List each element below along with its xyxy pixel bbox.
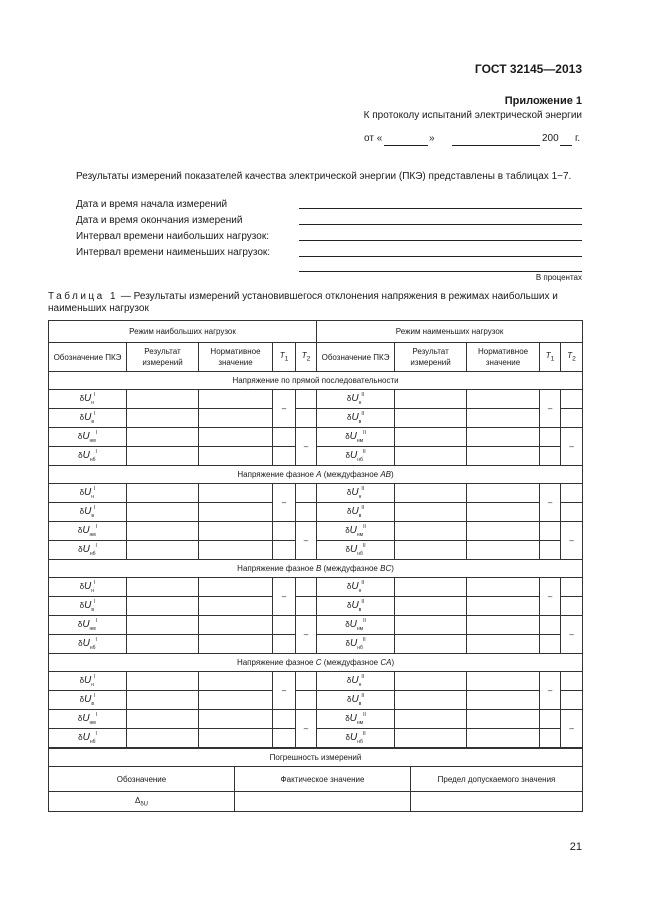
pke-symbol: $\delta U_в^{II}$ (317, 691, 395, 710)
table-row (49, 409, 583, 428)
norm-cell-min[interactable] (467, 691, 540, 710)
t1-cell[interactable] (273, 616, 296, 635)
t1-cell-min[interactable] (540, 541, 561, 560)
table-row (49, 691, 583, 710)
table-row (49, 522, 583, 541)
t1-cell-min[interactable] (540, 447, 561, 466)
t1-cell[interactable] (273, 447, 296, 466)
error-title: Погрешность измерений (49, 749, 583, 767)
pke-symbol: $\delta U_в^{II}$ (317, 409, 395, 428)
intro-text: Результаты измерений показателей качества электрической энергии (ПКЭ) представлены в таблицах 1−7. (76, 171, 572, 182)
norm-cell-min[interactable] (467, 616, 540, 635)
pke-symbol: $\delta U_{нб}^I$ (49, 541, 127, 560)
dash-cell: – (296, 522, 317, 560)
field-label-min-interval: Интервал времени наименьших нагрузок: (76, 247, 271, 258)
col-norm: Нормативное значение (199, 343, 273, 372)
t1-cell-min[interactable] (540, 522, 561, 541)
norm-cell[interactable] (199, 578, 273, 597)
field-label-max-interval: Интервал времени наибольших нагрузок: (76, 231, 269, 242)
table-row (49, 616, 583, 635)
result-cell-min[interactable] (395, 710, 467, 729)
result-cell[interactable] (127, 409, 199, 428)
col-designation: Обозначение ПКЭ (49, 343, 127, 372)
table-row (49, 428, 583, 447)
result-cell-min[interactable] (395, 672, 467, 691)
mode-max-header: Режим наибольших нагрузок (49, 321, 317, 343)
error-col-limit: Предел допускаемого значения (411, 767, 583, 792)
dash-cell: – (296, 616, 317, 654)
t2-cell-min[interactable] (561, 691, 583, 710)
norm-cell-min[interactable] (467, 428, 540, 447)
norm-cell-min[interactable] (467, 635, 540, 654)
result-cell-min[interactable] (395, 503, 467, 522)
field-line-end (299, 224, 582, 225)
field-line-max-interval (299, 240, 582, 241)
pke-symbol: $\delta U_в^{II}$ (317, 503, 395, 522)
t1-cell[interactable] (273, 428, 296, 447)
norm-cell-min[interactable] (467, 672, 540, 691)
norm-cell-min[interactable] (467, 710, 540, 729)
pke-symbol: $\delta U_н^I$ (49, 484, 127, 503)
field-label-end: Дата и время окончания измерений (76, 215, 243, 226)
field-line-start (299, 208, 582, 209)
section-title: Напряжение фазное A (междуфазное AB) (49, 466, 583, 484)
t2-cell[interactable] (296, 390, 317, 409)
table-row (49, 390, 583, 409)
t2-cell[interactable] (296, 409, 317, 428)
result-cell[interactable] (127, 447, 199, 466)
table-row (49, 503, 583, 522)
table-caption-text: — Результаты измерений установившегося отклонения напряжения в режимах наибольших и наименьших нагрузок (48, 291, 558, 314)
norm-cell[interactable] (199, 672, 273, 691)
field-label-start: Дата и время начала измерений (76, 199, 228, 210)
percent-note: В процентах (535, 273, 582, 282)
norm-cell-min[interactable] (467, 447, 540, 466)
dash-cell: – (540, 578, 561, 616)
norm-cell[interactable] (199, 635, 273, 654)
table-row (49, 484, 583, 503)
col-result-min: Результат измерений (395, 343, 467, 372)
t2-cell[interactable] (296, 484, 317, 503)
pke-symbol: $\delta U_{нб}^{II}$ (317, 729, 395, 748)
dash-cell: – (561, 616, 583, 654)
result-cell[interactable] (127, 597, 199, 616)
norm-cell-min[interactable] (467, 578, 540, 597)
t2-cell-min[interactable] (561, 597, 583, 616)
result-cell[interactable] (127, 522, 199, 541)
pke-symbol: $\delta U_в^I$ (49, 409, 127, 428)
result-cell-min[interactable] (395, 390, 467, 409)
result-cell[interactable] (127, 616, 199, 635)
error-limit-value[interactable] (411, 792, 583, 812)
norm-cell[interactable] (199, 522, 273, 541)
t1-cell-min[interactable] (540, 428, 561, 447)
pke-symbol: $\delta U_{нм}^{II}$ (317, 616, 395, 635)
pke-symbol: $\delta U_{нб}^{II}$ (317, 635, 395, 654)
result-cell[interactable] (127, 503, 199, 522)
dash-cell: – (561, 710, 583, 748)
result-cell-min[interactable] (395, 522, 467, 541)
table-caption-label: Таблица 1 (48, 291, 119, 302)
result-cell-min[interactable] (395, 409, 467, 428)
pke-symbol: $\delta U_в^I$ (49, 597, 127, 616)
result-cell[interactable] (127, 390, 199, 409)
col-t1-min: $T_1$ (540, 343, 561, 372)
t2-cell[interactable] (296, 691, 317, 710)
norm-cell[interactable] (199, 428, 273, 447)
pke-symbol: $\delta U_{нб}^I$ (49, 729, 127, 748)
error-symbol: $\Delta_{\delta U}$ (49, 792, 235, 812)
pke-symbol: $\delta U_н^{II}$ (317, 578, 395, 597)
pke-symbol: $\delta U_н^I$ (49, 578, 127, 597)
t2-cell-min[interactable] (561, 484, 583, 503)
col-result: Результат измерений (127, 343, 199, 372)
dash-cell: – (540, 390, 561, 428)
error-col-designation: Обозначение (49, 767, 235, 792)
pke-symbol: $\delta U_н^I$ (49, 672, 127, 691)
norm-cell[interactable] (199, 616, 273, 635)
result-cell[interactable] (127, 635, 199, 654)
result-cell[interactable] (127, 428, 199, 447)
table-caption (48, 291, 588, 315)
t2-cell[interactable] (296, 597, 317, 616)
dash-cell: – (273, 578, 296, 616)
pke-symbol: $\delta U_н^{II}$ (317, 672, 395, 691)
result-cell-min[interactable] (395, 691, 467, 710)
t1-cell-min[interactable] (540, 635, 561, 654)
col-designation-min: Обозначение ПКЭ (317, 343, 395, 372)
error-table (48, 748, 583, 812)
norm-cell-min[interactable] (467, 522, 540, 541)
pke-symbol: $\delta U_{нм}^{II}$ (317, 522, 395, 541)
result-cell-min[interactable] (395, 447, 467, 466)
t1-cell-min[interactable] (540, 729, 561, 748)
t1-cell[interactable] (273, 541, 296, 560)
result-cell[interactable] (127, 729, 199, 748)
t1-cell[interactable] (273, 635, 296, 654)
dash-cell: – (540, 484, 561, 522)
norm-cell[interactable] (199, 541, 273, 560)
norm-cell[interactable] (199, 729, 273, 748)
t2-cell[interactable] (296, 503, 317, 522)
dash-cell: – (273, 672, 296, 710)
dash-cell: – (296, 710, 317, 748)
dash-cell: – (561, 522, 583, 560)
t1-cell[interactable] (273, 710, 296, 729)
pke-symbol: $\delta U_н^{II}$ (317, 390, 395, 409)
norm-cell-min[interactable] (467, 597, 540, 616)
norm-cell[interactable] (199, 484, 273, 503)
table-row (49, 597, 583, 616)
norm-cell[interactable] (199, 409, 273, 428)
pke-symbol: $\delta U_{нб}^I$ (49, 635, 127, 654)
pke-symbol: $\delta U_{нм}^I$ (49, 428, 127, 447)
result-cell-min[interactable] (395, 578, 467, 597)
norm-cell-min[interactable] (467, 541, 540, 560)
t2-cell[interactable] (296, 578, 317, 597)
pke-symbol: $\delta U_в^{II}$ (317, 597, 395, 616)
col-t2: $T_2$ (296, 343, 317, 372)
t1-cell[interactable] (273, 522, 296, 541)
result-cell[interactable] (127, 541, 199, 560)
field-line-extra (299, 271, 582, 272)
date-year-line (560, 145, 572, 146)
section-title: Напряжение фазное C (междуфазное CA) (49, 654, 583, 672)
error-col-actual: Фактическое значение (235, 767, 411, 792)
result-cell[interactable] (127, 578, 199, 597)
norm-cell[interactable] (199, 710, 273, 729)
page-number: 21 (569, 841, 582, 853)
col-norm-min: Нормативное значение (467, 343, 540, 372)
result-cell-min[interactable] (395, 729, 467, 748)
norm-cell-min[interactable] (467, 484, 540, 503)
dash-cell: – (296, 428, 317, 466)
field-line-min-interval (299, 256, 582, 257)
appendix-subtitle: К протоколу испытаний электрической энергии (363, 110, 582, 121)
date-year: 200 (542, 133, 559, 144)
error-actual-value[interactable] (235, 792, 411, 812)
dash-cell: – (273, 484, 296, 522)
t1-cell-min[interactable] (540, 616, 561, 635)
pke-symbol: $\delta U_{нм}^{II}$ (317, 428, 395, 447)
result-cell-min[interactable] (395, 484, 467, 503)
t2-cell-min[interactable] (561, 672, 583, 691)
result-cell-min[interactable] (395, 635, 467, 654)
norm-cell[interactable] (199, 390, 273, 409)
result-cell-min[interactable] (395, 428, 467, 447)
t1-cell-min[interactable] (540, 710, 561, 729)
pke-symbol: $\delta U_{нм}^I$ (49, 710, 127, 729)
pke-symbol: $\delta U_н^I$ (49, 390, 127, 409)
pke-symbol: $\delta U_{нб}^{II}$ (317, 541, 395, 560)
appendix-title: Приложение 1 (504, 95, 582, 107)
result-cell[interactable] (127, 672, 199, 691)
date-month-line (452, 145, 540, 146)
pke-symbol: $\delta U_{нм}^I$ (49, 522, 127, 541)
pke-symbol: $\delta U_{нб}^I$ (49, 447, 127, 466)
mode-min-header: Режим наименьших нагрузок (317, 321, 583, 343)
norm-cell[interactable] (199, 691, 273, 710)
standard-number: ГОСТ 32145—2013 (474, 62, 582, 76)
norm-cell[interactable] (199, 447, 273, 466)
date-prefix: от « (364, 133, 383, 144)
pke-symbol: $\delta U_в^I$ (49, 691, 127, 710)
result-cell-min[interactable] (395, 541, 467, 560)
norm-cell-min[interactable] (467, 409, 540, 428)
norm-cell[interactable] (199, 597, 273, 616)
date-year-suffix: г. (575, 133, 581, 144)
section-title: Напряжение по прямой последовательности (49, 372, 583, 390)
t2-cell-min[interactable] (561, 390, 583, 409)
table-row (49, 672, 583, 691)
col-t1: $T_1$ (273, 343, 296, 372)
pke-symbol: $\delta U_в^I$ (49, 503, 127, 522)
t2-cell[interactable] (296, 672, 317, 691)
dash-cell: – (540, 672, 561, 710)
result-cell[interactable] (127, 691, 199, 710)
t1-cell[interactable] (273, 729, 296, 748)
result-cell[interactable] (127, 484, 199, 503)
result-cell[interactable] (127, 710, 199, 729)
table-row (49, 710, 583, 729)
t2-cell-min[interactable] (561, 409, 583, 428)
result-cell-min[interactable] (395, 597, 467, 616)
date-day-line (384, 145, 428, 146)
norm-cell-min[interactable] (467, 390, 540, 409)
dash-cell: – (273, 390, 296, 428)
t2-cell-min[interactable] (561, 503, 583, 522)
norm-cell-min[interactable] (467, 729, 540, 748)
measurement-table (48, 320, 583, 748)
date-mid: » (429, 133, 435, 144)
norm-cell[interactable] (199, 503, 273, 522)
pke-symbol: $\delta U_{нм}^{II}$ (317, 710, 395, 729)
result-cell-min[interactable] (395, 616, 467, 635)
norm-cell-min[interactable] (467, 503, 540, 522)
pke-symbol: $\delta U_{нм}^I$ (49, 616, 127, 635)
table-row (49, 578, 583, 597)
t2-cell-min[interactable] (561, 578, 583, 597)
section-title: Напряжение фазное B (междуфазное BC) (49, 560, 583, 578)
pke-symbol: $\delta U_{нб}^{II}$ (317, 447, 395, 466)
col-t2-min: $T_2$ (561, 343, 583, 372)
pke-symbol: $\delta U_н^{II}$ (317, 484, 395, 503)
dash-cell: – (561, 428, 583, 466)
